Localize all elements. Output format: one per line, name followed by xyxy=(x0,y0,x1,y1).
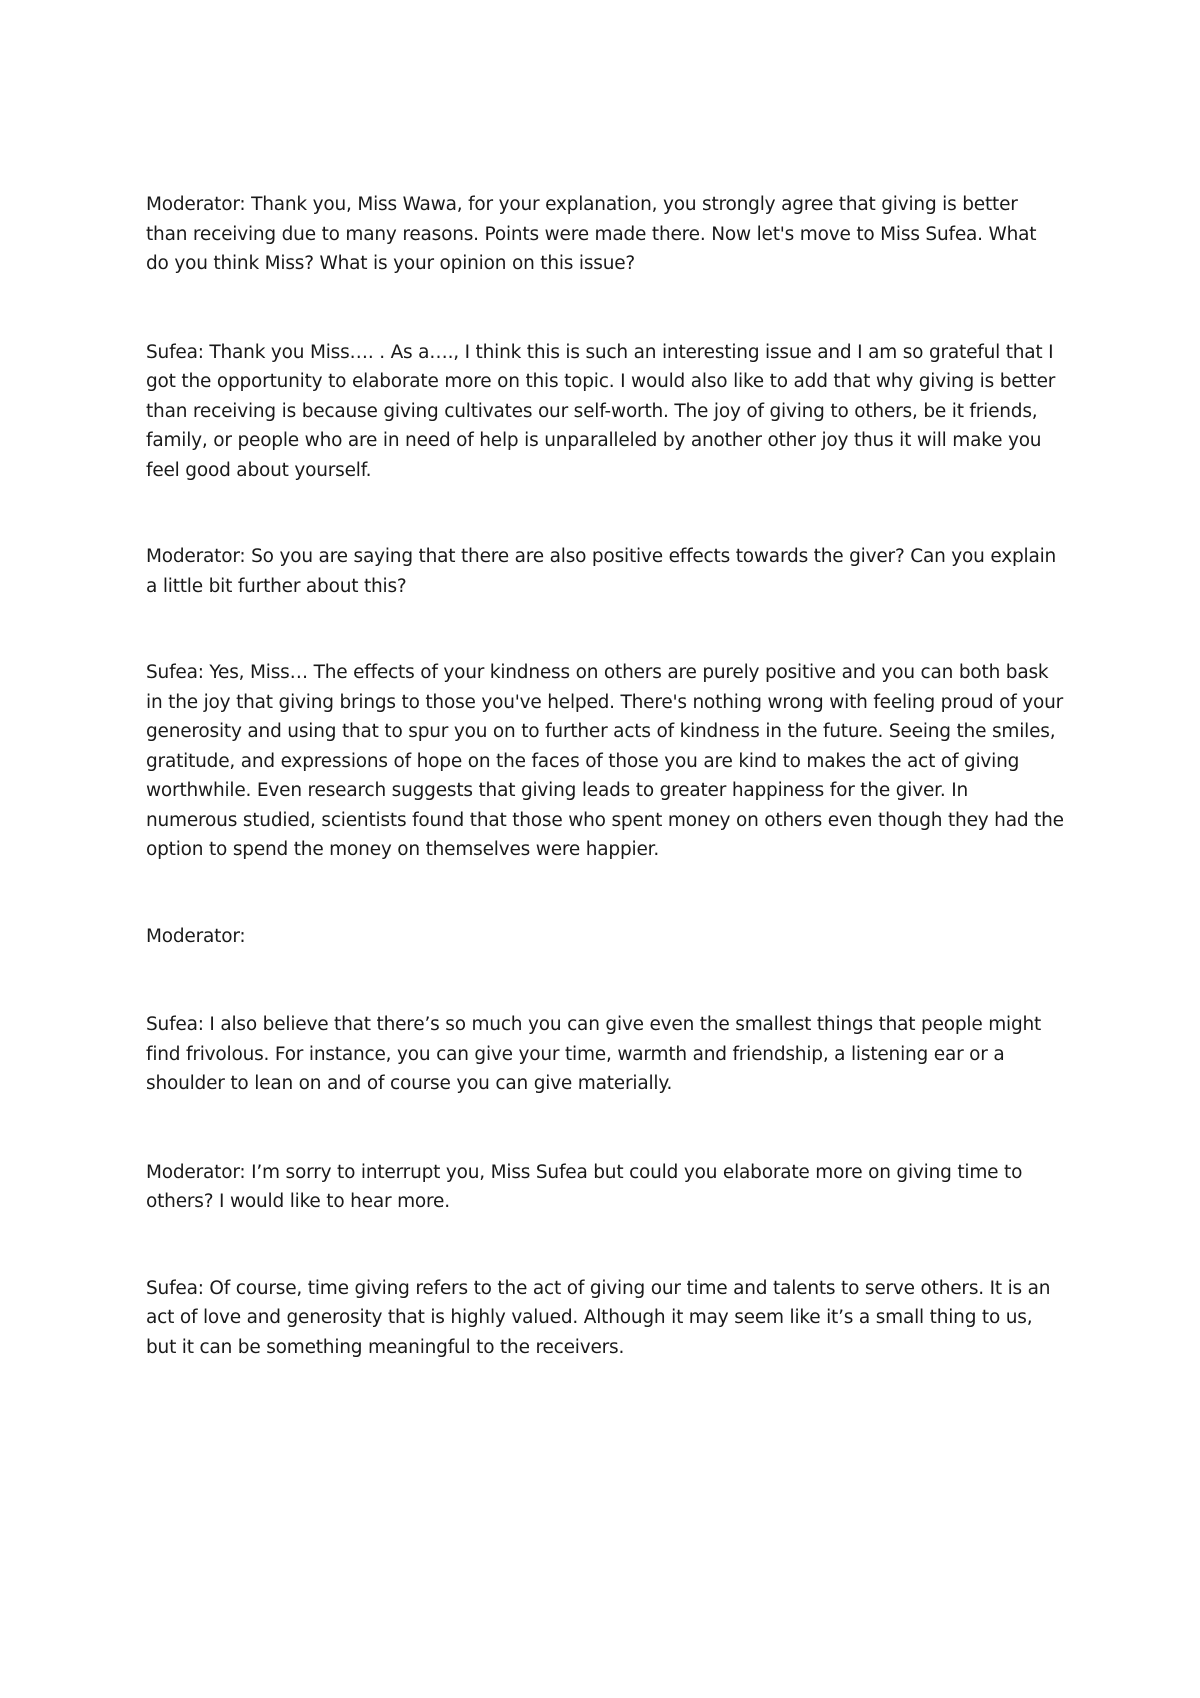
moderator-paragraph-1: Moderator: Thank you, Miss Wawa, for your explanation, you strongly agree that giving is better than receiving due to many reasons. Points were made there. Now let's move to Miss Sufea. What do you think Miss? What is your opinion on this issue? xyxy=(146,194,1037,274)
moderator-paragraph-2: Moderator: So you are saying that there are also positive effects towards the giver? Can you explain a little bit further about this? xyxy=(146,546,1057,597)
document-body xyxy=(146,190,1064,1362)
sufea-paragraph-2: Sufea: Yes, Miss… The effects of your kindness on others are purely positive and you can both bask in the joy that giving brings to those you've helped. There's nothing wrong with feeling proud of your generosity and using that to spur you on to further acts of kindness in the future. Seeing the smiles, gratitude, and expressions of hope on the faces of those you are kind to makes the act of giving worthwhile. Even research suggests that giving leads to greater happiness for the giver. In numerous studied, scientists found that those who spent money on others even though they had the option to spend the money on themselves were happier. xyxy=(146,662,1064,860)
sufea-paragraph-3: Sufea: I also believe that there’s so much you can give even the smallest things that people might find frivolous. For instance, you can give your time, warmth and friendship, a listening ear or a shoulder to lean on and of course you can give materially. xyxy=(146,1014,1042,1094)
sufea-paragraph-1: Sufea: Thank you Miss…. . As a…., I think this is such an interesting issue and I am so grateful that I got the opportunity to elaborate more on this topic. I would also like to add that why giving is better than receiving is because giving cultivates our self-worth. The joy of giving to others, be it friends, family, or people who are in need of help is unparalleled by another other joy thus it will make you feel good about yourself. xyxy=(146,341,1056,481)
moderator-paragraph-4: Moderator: I’m sorry to interrupt you, Miss Sufea but could you elaborate more on giving time to others? I would like to hear more. xyxy=(146,1161,1023,1212)
sufea-paragraph-4: Sufea: Of course, time giving refers to the act of giving our time and talents to serve others. It is an act of love and generosity that is highly valued. Although it may seem like it’s a small thing to us, but it can be something meaningful to the receivers. xyxy=(146,1277,1051,1358)
moderator-paragraph-3: Moderator: xyxy=(146,925,246,947)
